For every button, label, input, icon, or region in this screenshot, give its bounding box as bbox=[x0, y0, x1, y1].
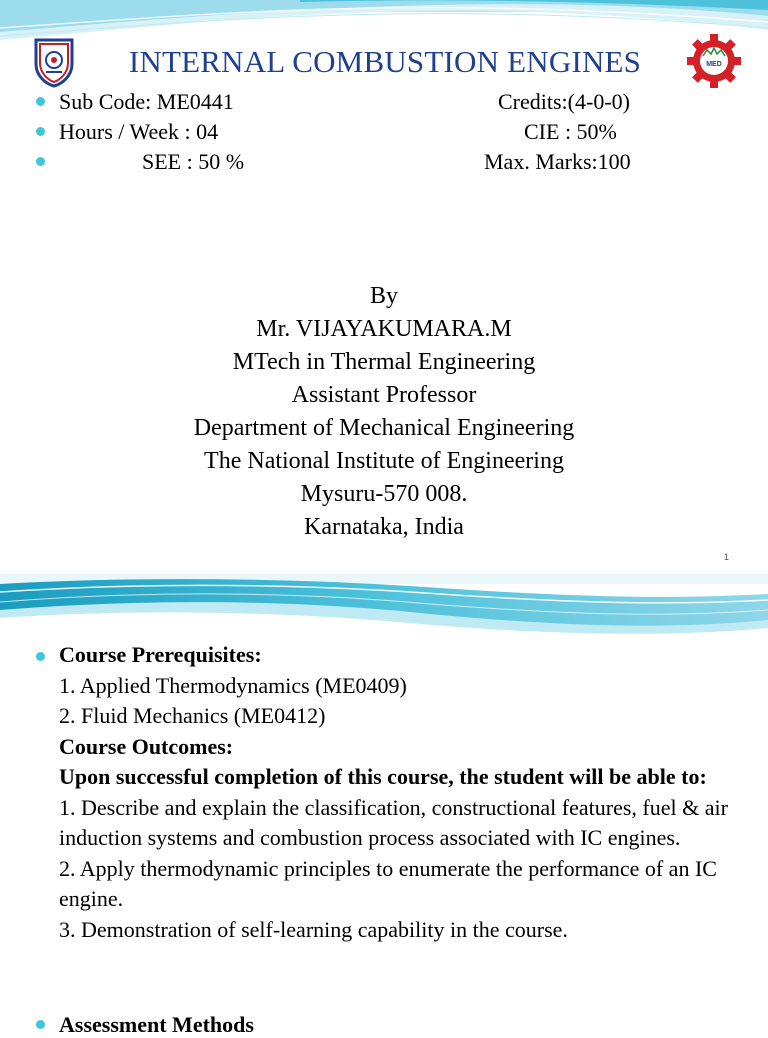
nie-shield-logo bbox=[32, 36, 76, 88]
prereq-item: 2. Fluid Mechanics (ME0412) bbox=[59, 703, 326, 728]
author-department: Department of Mechanical Engineering bbox=[193, 415, 575, 441]
header-wave bbox=[0, 574, 768, 638]
outcome-item: 1. Describe and explain the classification, constructional features, fuel & air induction systems and combustion process associated with IC engines. bbox=[59, 794, 728, 850]
author-qualification: MTech in Thermal Engineering bbox=[232, 349, 536, 375]
outcome-item: 2. Apply thermodynamic principles to enumerate the performance of an IC engine. bbox=[59, 855, 717, 911]
med-logo-text: MED bbox=[706, 61, 722, 68]
see: SEE : 50 % bbox=[142, 149, 245, 174]
outcomes-heading: Course Outcomes: bbox=[59, 733, 234, 759]
bullet-icon bbox=[36, 157, 45, 166]
author-state: Karnataka, India bbox=[304, 514, 464, 540]
hours-per-week: Hours / Week : 04 bbox=[59, 119, 219, 144]
bullet-icon bbox=[36, 1020, 45, 1029]
bullet-icon bbox=[36, 127, 45, 136]
cie: CIE : 50% bbox=[524, 119, 617, 144]
slide-title: INTERNAL COMBUSTION ENGINES bbox=[128, 44, 642, 79]
bullet-icon bbox=[36, 97, 45, 106]
prereq-item: 1. Applied Thermodynamics (ME0409) bbox=[59, 672, 407, 698]
slide-2 bbox=[0, 574, 768, 1037]
author-designation: Assistant Professor bbox=[291, 382, 477, 408]
credits: Credits:(4-0-0) bbox=[498, 89, 630, 114]
outcome-item: 3. Demonstration of self-learning capability in the course. bbox=[59, 916, 568, 942]
prereq-heading: Course Prerequisites: bbox=[59, 642, 262, 667]
author-name: Mr. VIJAYAKUMARA.M bbox=[256, 316, 512, 342]
author-institute: The National Institute of Engineering bbox=[204, 448, 564, 474]
author-city: Mysuru-570 008. bbox=[300, 481, 468, 507]
bullet-icon bbox=[36, 652, 45, 661]
slide-content bbox=[59, 640, 749, 945]
page-number: 1 bbox=[724, 552, 730, 562]
sub-code: Sub Code: ME0441 bbox=[59, 89, 234, 114]
author-block bbox=[0, 280, 768, 544]
next-heading: Assessment Methods bbox=[59, 1012, 254, 1037]
outcomes-intro: Upon successful completion of this course, the student will be able to: bbox=[59, 764, 707, 789]
by-label: By bbox=[369, 283, 398, 309]
max-marks: Max. Marks:100 bbox=[484, 149, 631, 174]
med-gear-logo bbox=[685, 32, 743, 90]
